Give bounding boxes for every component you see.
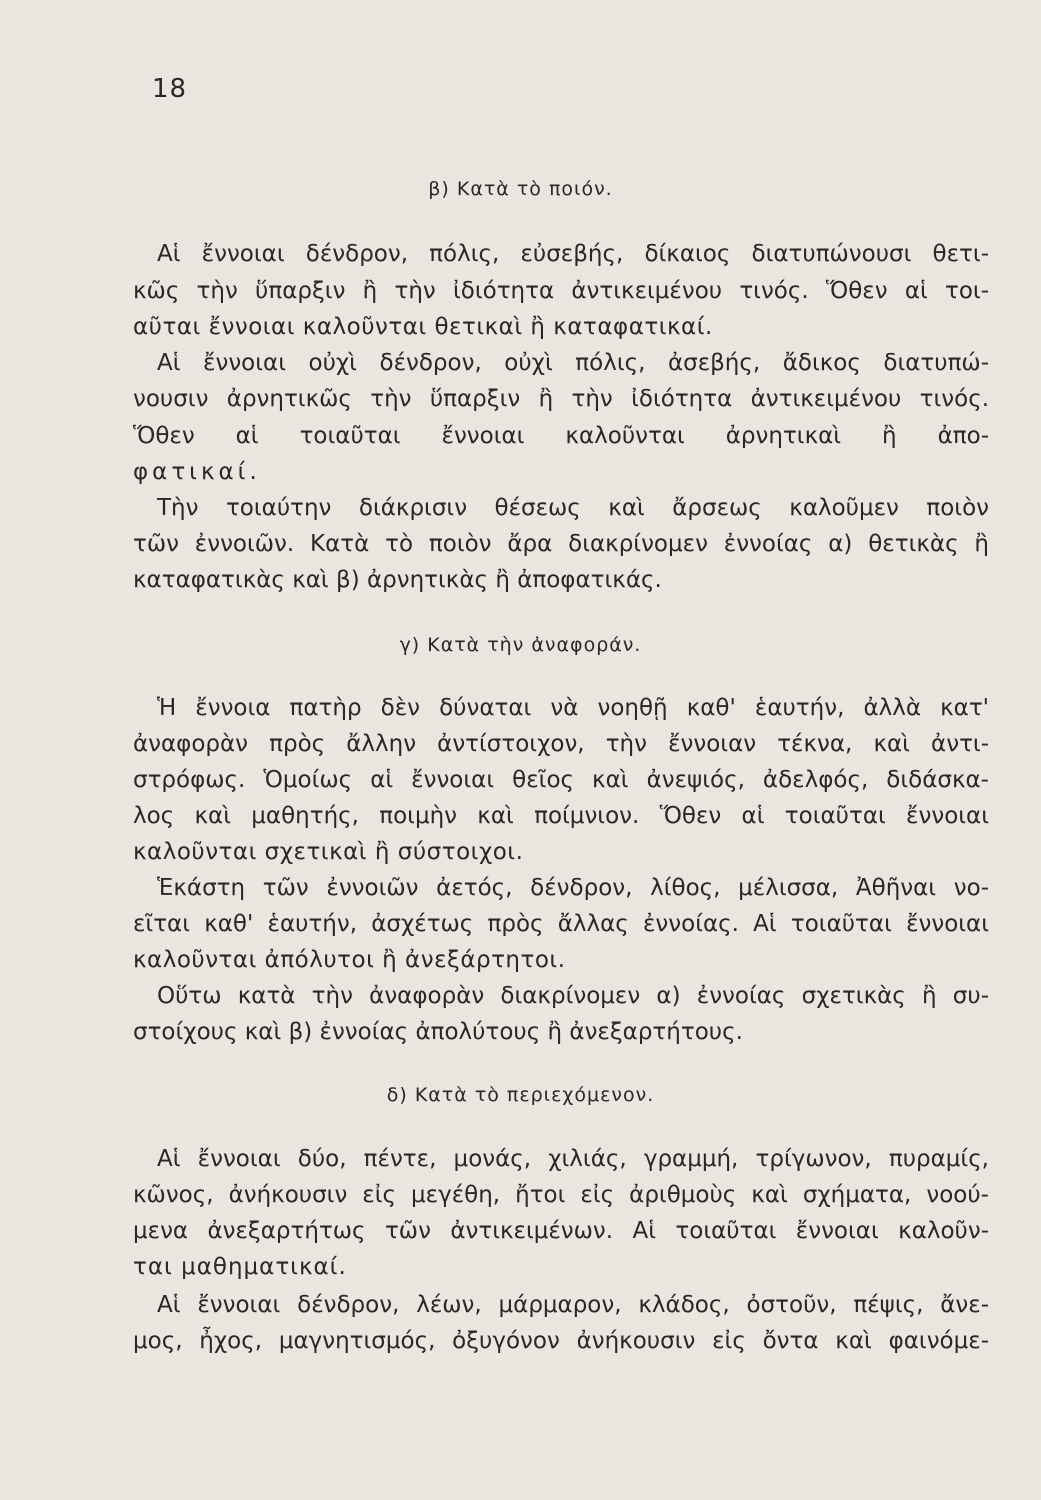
text-line: καταφατικὰς καὶ β) ἀρνητικὰς ἢ ἀποφατικάς. — [133, 567, 662, 593]
text-line: καλοῦνται ἀπόλυτοι ἢ ἀνεξάρτητοι. — [133, 947, 566, 973]
text-line: ἀναφορὰν πρὸς ἄλλην ἀντίστοιχον, τὴν ἔννοιαν τέκνα, καὶ ἀντι- — [133, 731, 989, 757]
text-line: αῦται ἔννοιαι καλοῦνται θετικαὶ ἢ καταφατικαί. — [133, 314, 713, 340]
text-line: Αἱ ἔννοιαι δένδρον, λέων, μάρμαρον, κλάδος, ὀστοῦν, πέψις, ἄνε- — [157, 1292, 989, 1318]
section-heading-beta: β) Κατὰ τὸ ποιόν. — [428, 178, 613, 200]
text-line: Ἑκάστη τῶν ἐννοιῶν ἀετός, δένδρον, λίθος, μέλισσα, Ἀθῆναι νο- — [157, 875, 989, 901]
text-line: Οὕτω κατὰ τὴν ἀναφορὰν διακρίνομεν α) ἐννοίας σχετικὰς ἢ συ- — [157, 983, 989, 1009]
text-line: νουσιν ἀρνητικῶς τὴν ὕπαρξιν ἢ τὴν ἰδιότητα ἀντικειμένου τινός. — [133, 386, 989, 412]
section-heading-gamma: γ) Κατὰ τὴν ἀναφοράν. — [399, 634, 642, 656]
text-line: λος καὶ μαθητής, ποιμὴν καὶ ποίμνιον. Ὅθεν αἱ τοιαῦται ἔννοιαι — [133, 803, 989, 829]
text-line: τῶν ἐννοιῶν. Κατὰ τὸ ποιὸν ἄρα διακρίνομεν ἐννοίας α) θετικὰς ἢ — [133, 531, 989, 557]
text-line: Τὴν τοιαύτην διάκρισιν θέσεως καὶ ἄρσεως καλοῦμεν ποιὸν — [157, 495, 989, 521]
text-line: Ὅθεν αἱ τοιαῦται ἔννοιαι καλοῦνται ἀρνητικαὶ ἢ ἀπο- — [133, 423, 989, 449]
text-line: Αἱ ἔννοιαι δύο, πέντε, μονάς, χιλιάς, γραμμή, τρίγωνον, πυραμίς, — [157, 1146, 989, 1172]
text-line: μος, ἦχος, μαγνητισμός, ὀξυγόνον ἀνήκουσιν εἰς ὄντα καὶ φαινόμε- — [133, 1328, 989, 1354]
text-line: κῶς τὴν ὕπαρξιν ἢ τὴν ἰδιότητα ἀντικειμένου τινός. Ὅθεν αἱ τοι- — [133, 278, 989, 304]
text-line: ται μαθηματικαί. — [133, 1254, 347, 1280]
text-line: Αἱ ἔννοιαι οὐχὶ δένδρον, οὐχὶ πόλις, ἀσεβής, ἄδικος διατυπώ- — [157, 350, 989, 376]
text-line: κῶνος, ἀνήκουσιν εἰς μεγέθη, ἤτοι εἰς ἀριθμοὺς καὶ σχήματα, νοού- — [133, 1182, 989, 1208]
text-line: Ἡ ἔννοια πατὴρ δὲν δύναται νὰ νοηθῇ καθ' ἑαυτήν, ἀλλὰ κατ' — [157, 695, 989, 721]
text-line: καλοῦνται σχετικαὶ ἢ σύστοιχοι. — [133, 839, 524, 865]
text-line: μενα ἀνεξαρτήτως τῶν ἀντικειμένων. Αἱ τοιαῦται ἔννοιαι καλοῦν- — [133, 1218, 989, 1244]
text-line: στοίχους καὶ β) ἐννοίας ἀπολύτους ἢ ἀνεξαρτήτους. — [133, 1019, 743, 1045]
text-line: στρόφως. Ὁμοίως αἱ ἔννοιαι θεῖος καὶ ἀνεψιός, ἀδελφός, διδάσκα- — [133, 767, 989, 793]
text-line: εῖται καθ' ἑαυτήν, ἀσχέτως πρὸς ἄλλας ἐννοίας. Αἱ τοιαῦται ἔννοιαι — [133, 911, 989, 937]
text-line: Αἱ ἔννοιαι δένδρον, πόλις, εὐσεβής, δίκαιος διατυπώνουσι θετι- — [157, 241, 989, 267]
page-number: 18 — [152, 74, 188, 104]
section-heading-delta: δ) Κατὰ τὸ περιεχόμενον. — [386, 1084, 655, 1106]
text-line: φατικαί. — [133, 459, 261, 485]
